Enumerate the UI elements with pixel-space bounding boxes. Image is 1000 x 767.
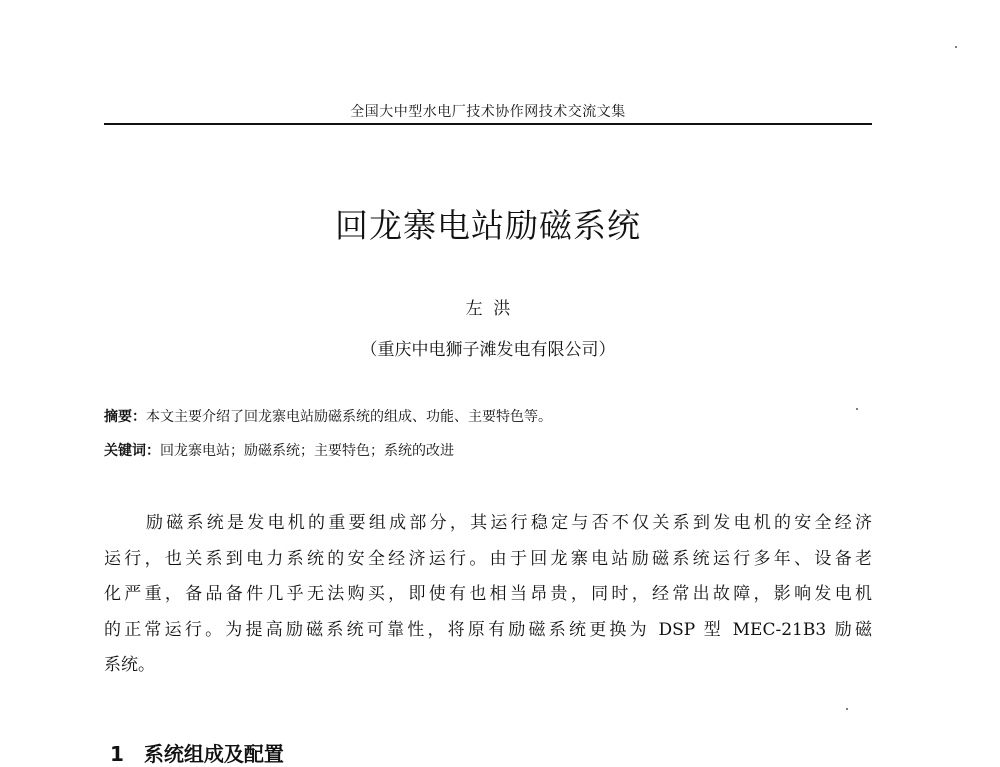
body-line: 化严重，备品备件几乎无法购买，即使有也相当昂贵，同时，经常出故障，影响发电机 — [104, 584, 872, 604]
keywords-line — [104, 440, 872, 460]
section-title: 系统组成及配置 — [143, 742, 284, 766]
body-line: 励磁系统是发电机的重要组成部分，其运行稳定与否不仅关系到发电机的安全经济 — [146, 513, 872, 533]
keywords-label: 关键词： — [104, 443, 160, 459]
scan-speck — [856, 408, 858, 410]
abstract-line — [104, 406, 872, 426]
body-line: 运行，也关系到电力系统的安全经济运行。由于回龙寨电站励磁系统运行多年、设备老 — [104, 548, 872, 569]
author-name: 左 洪 — [465, 299, 511, 319]
header-rule — [104, 123, 872, 125]
body-line: 系统。 — [104, 655, 155, 675]
keywords-text: 回龙寨电站；励磁系统；主要特色；系统的改进 — [160, 443, 454, 459]
abstract-label: 摘要： — [104, 409, 146, 425]
running-header: 全国大中型水电厂技术协作网技术交流文集 — [350, 104, 626, 120]
author-affiliation: （重庆中电狮子滩发电有限公司） — [360, 340, 616, 360]
paper-title: 回龙寨电站励磁系统 — [335, 206, 641, 245]
abstract-text: 本文主要介绍了回龙寨电站励磁系统的组成、功能、主要特色等。 — [146, 409, 552, 425]
scan-speck — [846, 708, 848, 710]
section-number: 1 — [110, 742, 124, 766]
body-paragraph — [104, 506, 872, 684]
section-heading — [110, 738, 284, 767]
body-line: 的正常运行。为提高励磁系统可靠性，将原有励磁系统更换为 DSP 型 MEC-21B3 励磁 — [104, 619, 872, 640]
scan-speck — [955, 46, 957, 48]
